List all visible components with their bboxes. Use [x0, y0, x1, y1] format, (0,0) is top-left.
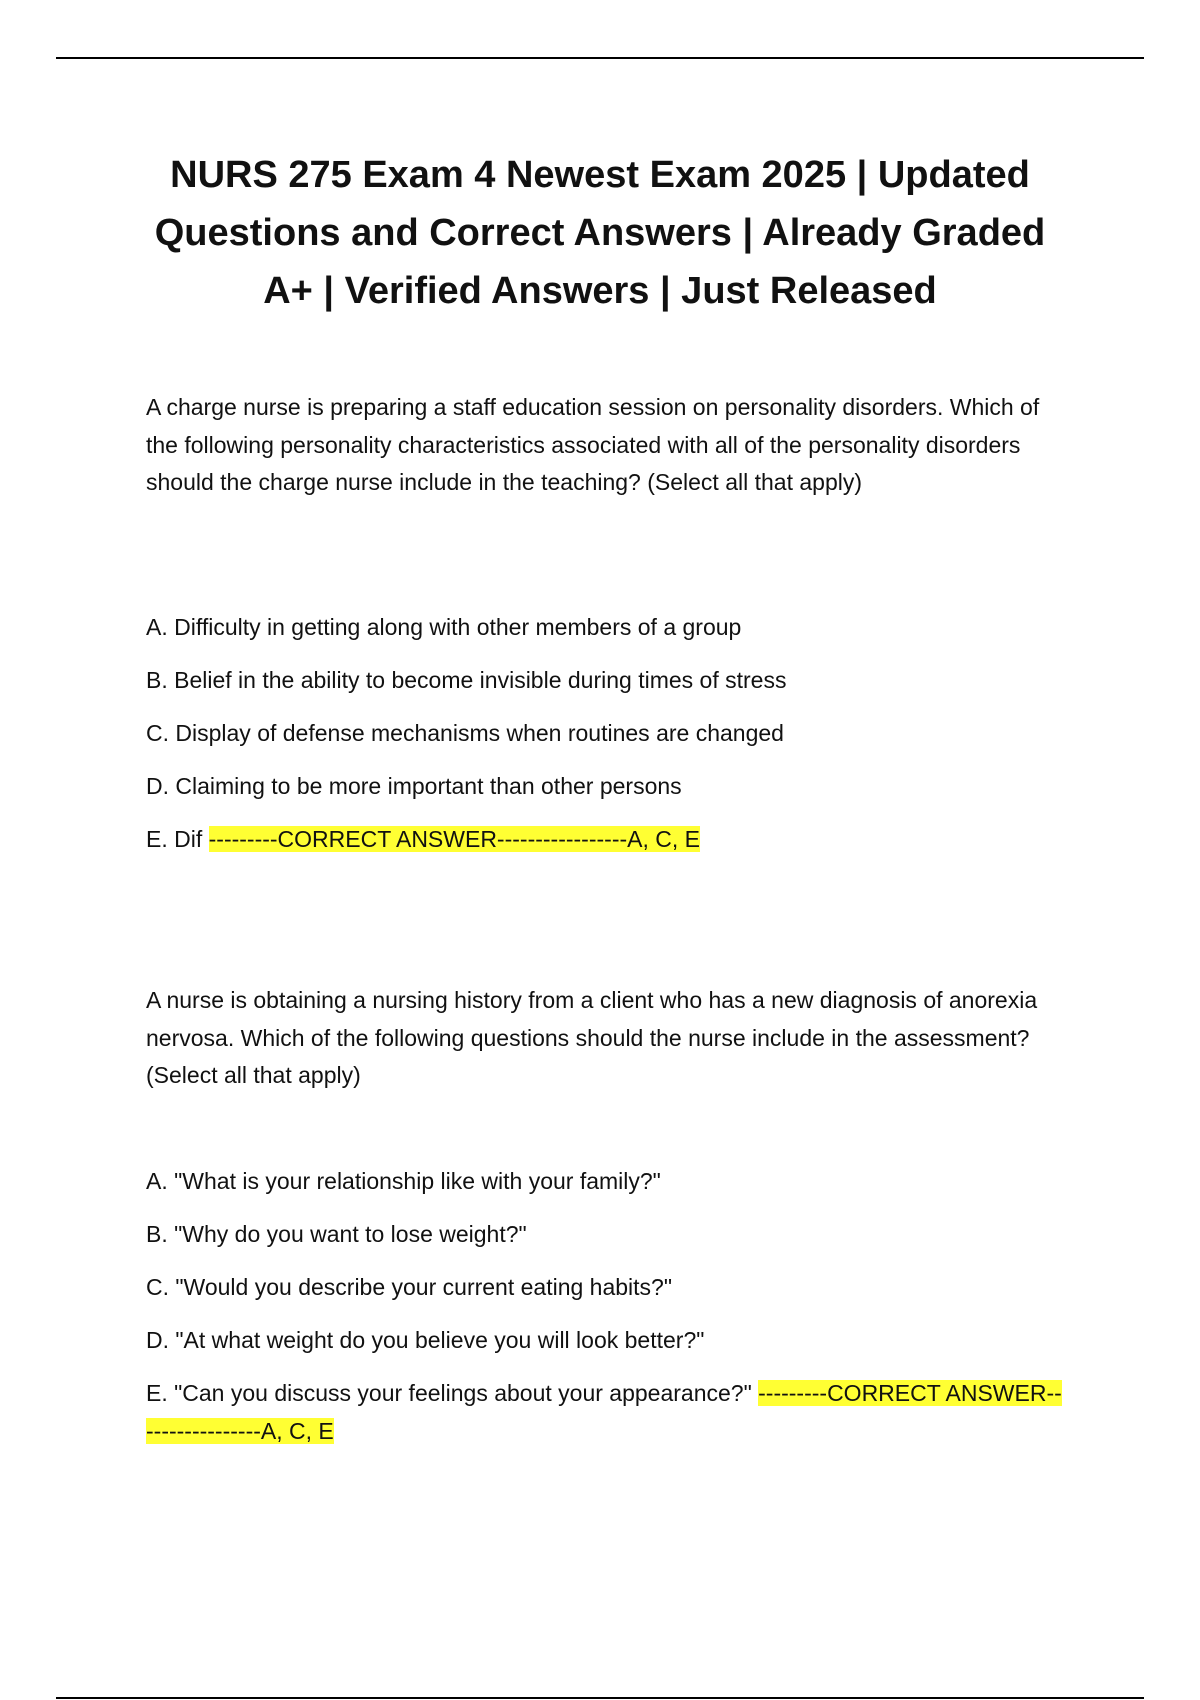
footer-rule — [56, 1697, 1144, 1699]
question-2-option-e-label: E. "Can you discuss your feelings about your appearance?" — [146, 1380, 752, 1406]
header-rule — [56, 57, 1144, 59]
question-2-text: A nurse is obtaining a nursing history from a client who has a new diagnosis of anorexia nervosa. Which of the following questions should the nurse include in the assessment? (Select all that apply) — [146, 987, 1038, 1088]
document-title: NURS 275 Exam 4 Newest Exam 2025 | Updated Questions and Correct Answers | Already Graded A+ | Verified Answers | Just Released — [154, 154, 1046, 312]
question-1-option-b: B. Belief in the ability to become invisible during times of stress — [146, 667, 787, 693]
question-1-text: A charge nurse is preparing a staff education session on personality disorders. Which of the following personality characteristics associated with all of the personality disorders should the charge nurse include in the teaching? (Select all that apply) — [146, 394, 1040, 495]
question-2-option-d: D. "At what weight do you believe you will look better?" — [146, 1327, 705, 1353]
question-1-option-e — [146, 820, 1066, 858]
question-2-option-b: B. "Why do you want to lose weight?" — [146, 1221, 527, 1247]
question-2-answer-highlight: ---------CORRECT ANSWER-----------------A, C, E — [146, 1380, 1062, 1444]
question-1-option-d: D. Claiming to be more important than other persons — [146, 773, 682, 799]
question-2-option-c: C. "Would you describe your current eating habits?" — [146, 1274, 673, 1300]
question-2-option-e — [146, 1374, 1066, 1450]
question-1-option-e-label: E. Dif — [146, 826, 203, 852]
question-1-option-a: A. Difficulty in getting along with other members of a group — [146, 614, 742, 640]
question-1-options — [146, 608, 1066, 858]
question-1-option-c: C. Display of defense mechanisms when routines are changed — [146, 720, 784, 746]
question-1-answer-highlight: ---------CORRECT ANSWER-----------------A, C, E — [208, 826, 700, 852]
question-2-option-a: A. "What is your relationship like with your family?" — [146, 1168, 661, 1194]
question-2-options — [146, 1162, 1066, 1450]
